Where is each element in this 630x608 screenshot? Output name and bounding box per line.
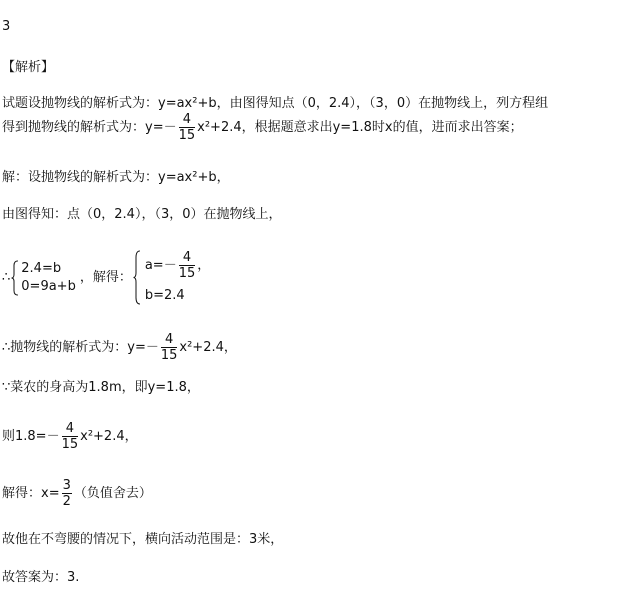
analysis-line-2: [2, 112, 523, 143]
solution-line-2: 由图得知：点（0，2.4），（3，0）在抛物线上，: [2, 207, 282, 222]
solution-line-4: [2, 332, 237, 363]
answer-value: 3: [2, 19, 11, 34]
analysis-line-1: 试题设抛物线的解析式为：y=ax²+b，由图得知点（0，2.4），（3，0）在抛物线上，列方程组: [2, 96, 549, 111]
solution-line-6-suffix: x²+2.4，: [80, 429, 138, 444]
solution-line-8: 故他在不弯腰的情况下，横向活动范围是：3米，: [2, 532, 284, 547]
fraction: [62, 478, 72, 509]
fraction: [161, 332, 178, 363]
fraction-numerator: 4: [161, 332, 178, 348]
result-a-suffix: ，: [197, 258, 211, 273]
solution-line-4-prefix: ∴抛物线的解析式为：y=－: [2, 340, 159, 355]
fraction-numerator: 4: [62, 421, 79, 437]
left-brace: [11, 260, 19, 296]
solution-line-7: [2, 478, 152, 509]
equation-system: [11, 260, 76, 296]
equation-1: 2.4=b: [21, 260, 62, 276]
solution-line-7-prefix: 解得：x=: [2, 486, 60, 501]
analysis-heading: 【解析】: [2, 60, 55, 75]
fraction-denominator: 15: [160, 348, 178, 363]
fraction-numerator: 4: [179, 250, 196, 266]
solve-label: ，解得：: [79, 270, 132, 285]
solution-system: [133, 250, 210, 305]
fraction-denominator: 15: [178, 266, 196, 281]
fraction: [179, 112, 196, 143]
fraction-denominator: 15: [61, 437, 79, 452]
result-a-prefix: a=－: [144, 258, 177, 273]
solution-line-5: ∵菜农的身高为1.8m，即y=1.8，: [2, 380, 200, 395]
analysis-line-2-prefix: 得到抛物线的解析式为：y=－: [2, 120, 177, 135]
fraction: [62, 421, 79, 452]
solution-line-6: [2, 421, 138, 452]
fraction-denominator: 15: [178, 128, 196, 143]
solution-line-1: 解：设抛物线的解析式为：y=ax²+b，: [2, 170, 230, 185]
analysis-line-2-suffix: x²+2.4，根据题意求出y=1.8时x的值，进而求出答案；: [197, 120, 523, 135]
solution-line-9: 故答案为：3.: [2, 570, 80, 585]
equation-system-line: [2, 250, 210, 305]
left-brace: [133, 250, 142, 305]
fraction-denominator: 2: [62, 494, 71, 509]
solution-line-4-suffix: x²+2.4，: [179, 340, 237, 355]
result-a: [145, 250, 210, 281]
solution-line-7-suffix: （负值舍去）: [73, 486, 152, 501]
solution-line-6-prefix: 则1.8=－: [2, 429, 60, 444]
fraction-numerator: 3: [62, 478, 71, 493]
equation-2: 0=9a+b: [21, 278, 76, 294]
fraction: [179, 250, 196, 281]
result-b: b=2.4: [144, 288, 185, 303]
fraction-numerator: 4: [179, 112, 196, 128]
therefore-symbol: ∴: [2, 270, 11, 285]
